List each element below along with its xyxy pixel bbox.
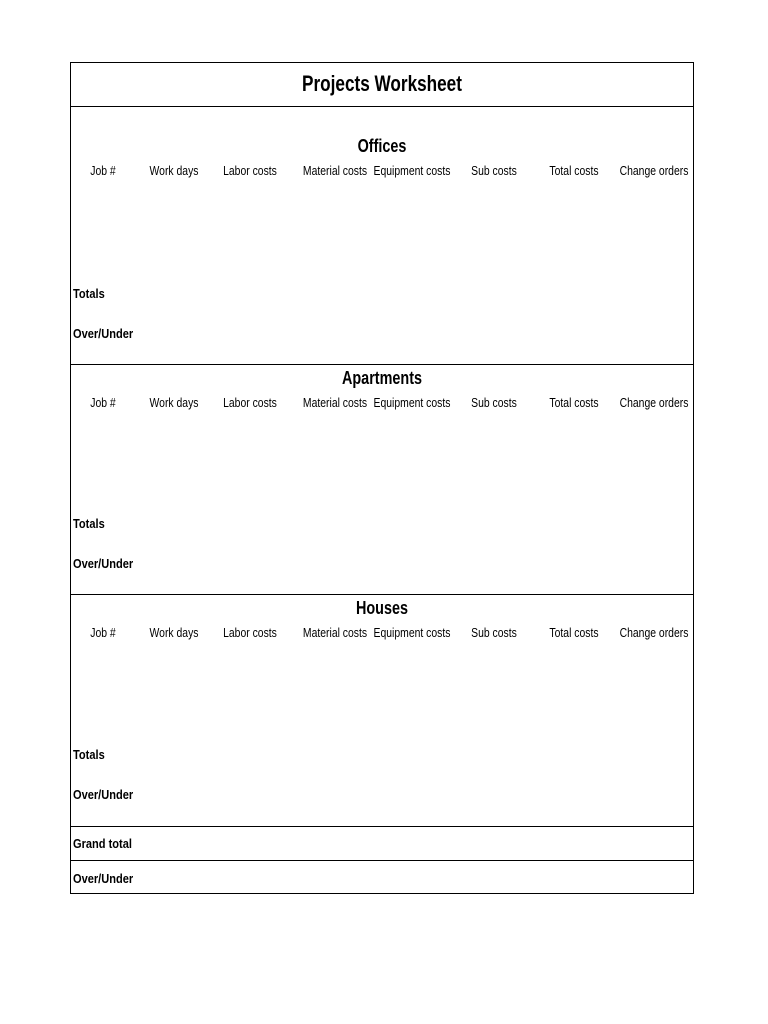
column-header-labor-costs: Labor costs — [223, 625, 277, 640]
section-title: Offices — [357, 136, 407, 156]
grand-total-label: Grand total — [73, 836, 132, 851]
column-header-work-days: Work days — [149, 395, 199, 410]
final-over-under-label: Over/Under — [73, 871, 134, 886]
column-header-job: Job # — [90, 625, 116, 640]
over-under-label: Over/Under — [73, 326, 134, 341]
column-header-work-days: Work days — [149, 163, 199, 178]
totals-label: Totals — [73, 516, 105, 531]
section-title: Houses — [355, 598, 409, 618]
column-header-job: Job # — [90, 395, 116, 410]
projects-worksheet — [70, 62, 694, 894]
column-header-change-orders: Change orders — [619, 395, 689, 410]
column-header-material-costs: Material costs — [302, 625, 368, 640]
divider — [71, 364, 693, 365]
column-header-equipment-costs: Equipment costs — [373, 625, 451, 640]
over-under-label: Over/Under — [73, 556, 134, 571]
column-header-equipment-costs: Equipment costs — [373, 395, 451, 410]
section-title: Apartments — [341, 368, 423, 388]
column-header-material-costs: Material costs — [302, 395, 368, 410]
column-header-material-costs: Material costs — [302, 163, 368, 178]
column-header-change-orders: Change orders — [619, 625, 689, 640]
column-header-work-days: Work days — [149, 625, 199, 640]
column-header-total-costs: Total costs — [549, 625, 599, 640]
column-header-sub-costs: Sub costs — [471, 625, 517, 640]
column-header-change-orders: Change orders — [619, 163, 689, 178]
column-header-sub-costs: Sub costs — [471, 395, 517, 410]
column-header-job: Job # — [90, 163, 116, 178]
divider — [71, 826, 693, 827]
totals-label: Totals — [73, 286, 105, 301]
divider — [71, 594, 693, 595]
column-header-equipment-costs: Equipment costs — [373, 163, 451, 178]
over-under-label: Over/Under — [73, 787, 134, 802]
column-header-labor-costs: Labor costs — [223, 163, 277, 178]
column-header-labor-costs: Labor costs — [223, 395, 277, 410]
totals-label: Totals — [73, 747, 105, 762]
column-header-total-costs: Total costs — [549, 163, 599, 178]
column-header-sub-costs: Sub costs — [471, 163, 517, 178]
divider — [71, 106, 693, 107]
column-header-total-costs: Total costs — [549, 395, 599, 410]
divider — [71, 860, 693, 861]
page-title: Projects Worksheet — [302, 71, 462, 96]
